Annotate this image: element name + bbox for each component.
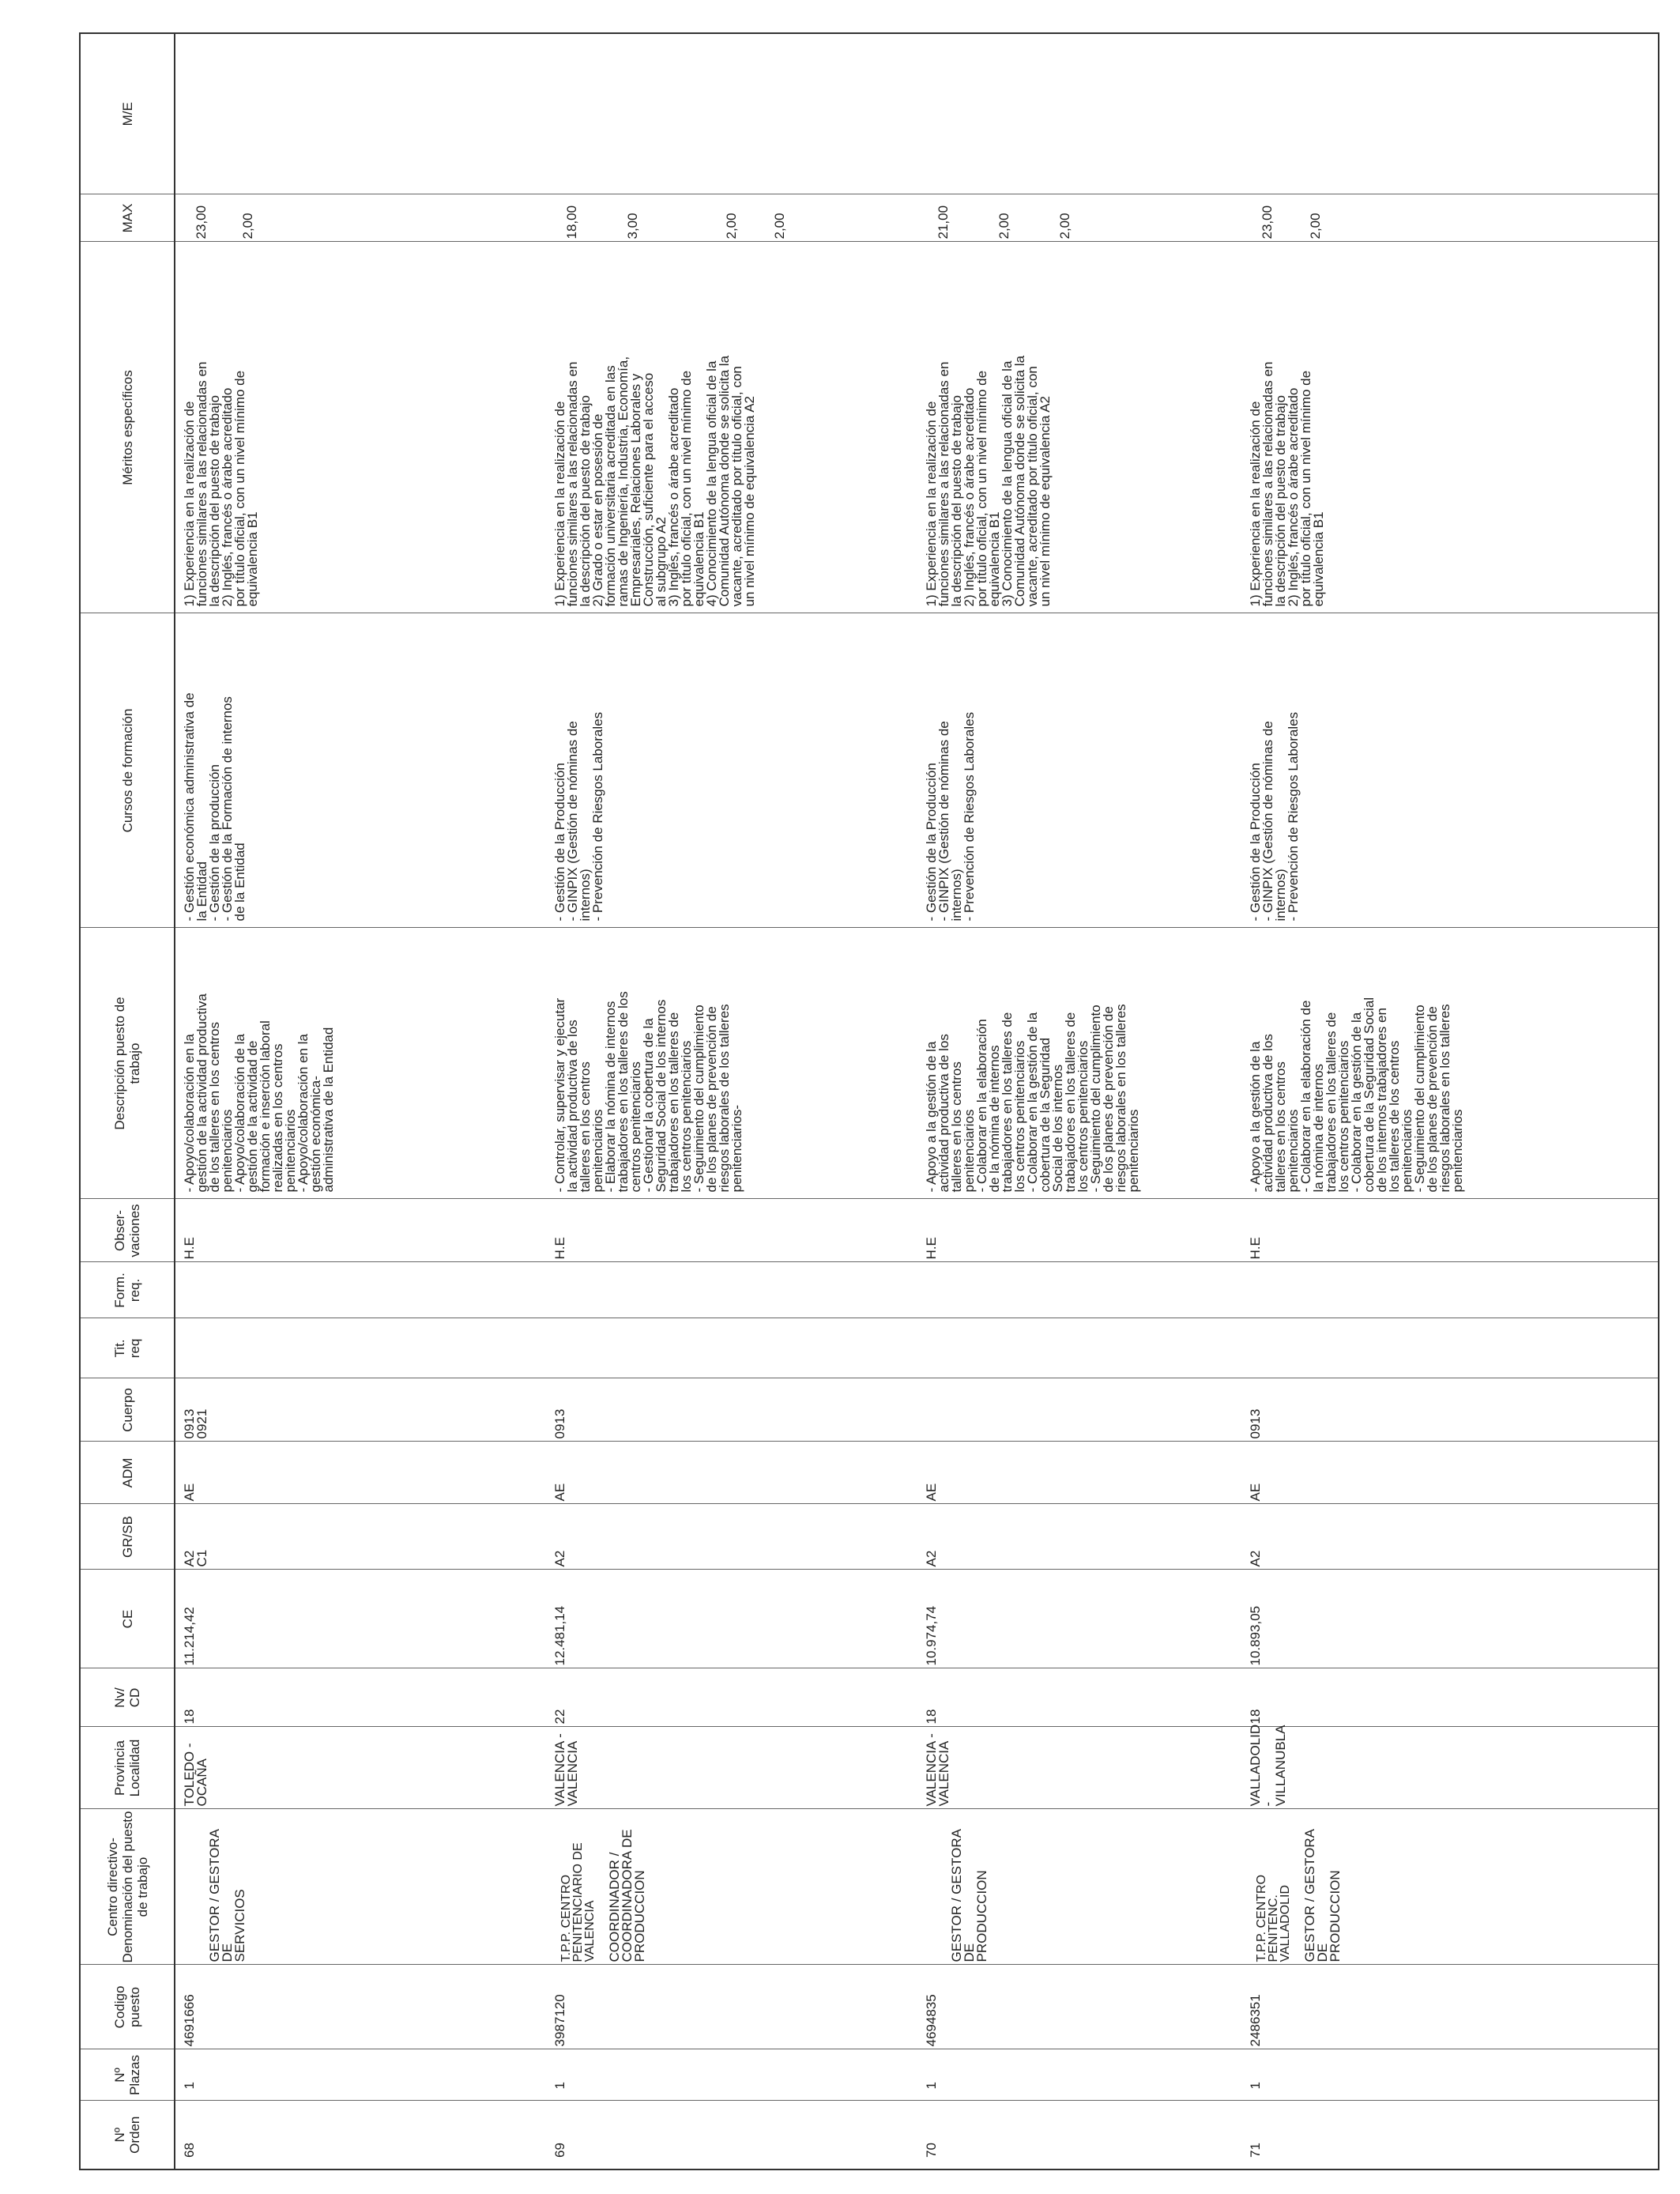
max-value: 23,00 <box>194 205 209 239</box>
header-ce: CE <box>80 1570 175 1668</box>
centro-denominacion: GESTOR / GESTORA DE SERVICIOS <box>207 1829 247 1962</box>
cell-provincia: VALLADOLID - VILLANUBLA <box>1248 1724 1288 1807</box>
header-adm: ADM <box>80 1442 175 1504</box>
centro-denominacion: GESTOR / GESTORA DE PRODUCCION <box>1302 1829 1343 1962</box>
cell-adm: AE <box>182 1483 197 1502</box>
cell-cursos: - Gestión de la Producción - GINPIX (Gestión de nóminas de internos) - Prevención de Riesgos Laborales <box>924 711 977 922</box>
max-value: 2,00 <box>996 213 1011 239</box>
cell-me <box>546 34 554 194</box>
cell-meritos: 1) Experiencia en la realización de funciones similares a las relacionadas en la descripción del puesto de trabajo 2) Inglés, francés o árabe acreditado por título oficial, con un nivel mínimo de equivalencia B1 <box>1248 361 1326 607</box>
cell-adm: AE <box>1248 1483 1263 1502</box>
header-cuerpo: Cuerpo <box>80 1378 175 1442</box>
cell-observaciones: H.E <box>552 1237 567 1260</box>
header-meritos: Méritos específicos <box>80 242 175 613</box>
centro-denominacion: GESTOR / GESTORA DE PRODUCCION <box>949 1829 989 1962</box>
cell-ce: 10.974,74 <box>924 1605 939 1666</box>
cell-grupo: A2 C1 <box>182 1549 209 1567</box>
cell-descripcion: - Controlar, supervisar y ejecutar la actividad productiva de los talleres en los centros penitenciarios - Elaborar la nómina de internos trabajadores en los talleres de los centros penitenciarios - Gestionar la cobertura de la Seguridad Social de los internos trabajadores en los talleres de los centros penitenciarios - Seguimiento del cumplimiento de los planes de prevención de riesgos laborales de los talleres penitenciarios- <box>552 991 744 1193</box>
cell-grupo: A2 <box>552 1550 567 1567</box>
max-value: 2,00 <box>1308 213 1323 239</box>
header-cursos: Cursos de formación <box>80 613 175 928</box>
max-value: 21,00 <box>936 205 951 239</box>
cell-orden: 71 <box>1248 2143 1263 2158</box>
cell-grupo: A2 <box>924 1550 939 1567</box>
max-value: 2,00 <box>772 213 787 239</box>
cell-ce: 11.214,42 <box>182 1607 197 1666</box>
cell-meritos: 1) Experiencia en la realización de funciones similares a las relacionadas en la descripción del puesto de trabajo 2) Inglés, francés o árabe acreditado por título oficial, con un nivel mínimo de equivalencia B1 3) Conocimiento de la lengua oficial de la Comunidad Autónoma donde se solicita la vacante, acreditado por título oficial, con un nivel mínimo de equivalencia A2 <box>924 355 1053 607</box>
cell-descripcion: - Apoyo a la gestión de la actividad productiva de los talleres en los centros penitenciarios - Colaborar en la elaboración de la nómina de internos trabajadores en los talleres de los centros penitenciarios - Colaborar en la gestión de la cobertura de la Seguridad Social de los internos trabajadores en los talleres de los centros penitenciarios - Seguimiento del cumplimiento de los planes de prevención de riesgos laborales en los talleres penitenciarios <box>1248 997 1465 1193</box>
cell-nivel: 18 <box>1248 1709 1263 1725</box>
cell-centro <box>917 1810 1001 1965</box>
table-row <box>546 33 917 2169</box>
max-value: 2,00 <box>724 213 739 239</box>
cell-observaciones: H.E <box>182 1237 197 1260</box>
cell-ce: 10.893,05 <box>1248 1605 1263 1666</box>
table-row <box>175 33 546 2169</box>
max-value: 2,00 <box>1057 213 1072 239</box>
header-provincia: Provincia Localidad <box>80 1727 175 1809</box>
max-value: 18,00 <box>564 205 579 239</box>
cell-descripcion: - Apoyo a la gestión de la actividad productiva de los talleres en los centros penitenciarios - Colaborar en la elaboración de la nómina de internos trabajadores en los talleres de los centros penitenciarios - Colaborar en la gestión de la cobertura de la Seguridad Social de los internos trabajadores en los talleres de los centros penitenciarios - Seguimiento del cumplimiento de los planes de prevención de riesgos laborales en los talleres penitenciarios <box>924 1004 1141 1193</box>
header-grupo: GR/SB <box>80 1504 175 1570</box>
cell-descripcion: - Apoyo/colaboración en la gestión de la actividad productiva de los talleres en los centros penitenciarios - Apoyo/colaboración de la gestión de la actividad de formación e inserción laboral realizadas en los centros penitenciarios - Apoyo/colaboración en la gestión económica- administrativa de la Entidad <box>182 993 336 1193</box>
header-descripcion: Descripción puesto de trabajo <box>80 928 175 1199</box>
max-value: 3,00 <box>625 213 640 239</box>
cell-meritos: 1) Experiencia en la realización de funciones similares a las relacionadas en la descripción del puesto de trabajo 2) Inglés, francés o árabe acreditado por título oficial, con un nivel mínimo de equivalencia B1 <box>182 361 260 607</box>
max-value: 2,00 <box>240 213 255 239</box>
cell-centro <box>1241 1810 1354 1965</box>
cell-adm: AE <box>924 1483 939 1502</box>
header-formacion: Form. req. <box>80 1262 175 1318</box>
cell-meritos: 1) Experiencia en la realización de funciones similares a las relacionadas en la descripción del puesto de trabajo 2) Grado o estar en posesión de formación universitaria acreditada en las ramas de Ingeniería, Industria, Economía, Empresariales, Relaciones Laborales y Construcción, suficiente para el acceso al subgrupo A2 3) Inglés, francés o árabe acreditado por título oficial, con un nivel mínimo de equivalencia B1 4) Conocimiento de la lengua oficial de la Comunidad Autónoma donde se solicita la vacante, acreditado por título oficial, con un nivel mínimo de equivalencia A2 <box>552 355 757 607</box>
cell-formacion <box>175 1263 183 1318</box>
table-row <box>1241 33 1659 2169</box>
cell-orden: 69 <box>552 2143 567 2158</box>
cell-cuerpo: 0913 <box>1248 1408 1263 1439</box>
cell-grupo: A2 <box>1248 1550 1263 1567</box>
cell-provincia: TOLEDO - OCAÑA <box>182 1743 209 1807</box>
cell-plazas: 1 <box>924 2082 939 2090</box>
header-row <box>80 33 175 2169</box>
cell-me <box>1241 34 1249 194</box>
cell-formacion <box>1241 1263 1249 1318</box>
cell-codigo: 3987120 <box>552 1994 567 2047</box>
header-nivel: Nv/ CD <box>80 1668 175 1727</box>
centro-header-text: T.P.P. CENTRO PENITENCIARIO DE VALENCIA <box>559 1842 597 1962</box>
cell-provincia: VALENCIA - VALENCIA <box>924 1733 951 1807</box>
cell-max <box>175 195 266 242</box>
cell-titulacion <box>917 1319 925 1378</box>
cell-observaciones: H.E <box>1248 1237 1263 1260</box>
cell-cursos: - Gestión de la Producción - GINPIX (Gestión de nóminas de internos) - Prevención de Riesgos Laborales <box>552 711 605 922</box>
cell-orden: 70 <box>924 2143 939 2158</box>
cell-formacion <box>546 1263 554 1318</box>
job-positions-table <box>79 32 1659 2170</box>
cell-titulacion <box>546 1319 554 1378</box>
cell-me <box>175 34 183 194</box>
table-row <box>917 33 1241 2169</box>
header-orden: Nº Orden <box>80 2101 175 2169</box>
cell-ce: 12.481,14 <box>552 1605 567 1666</box>
cell-max <box>1241 195 1333 242</box>
header-observaciones: Obser- vaciones <box>80 1199 175 1262</box>
cell-plazas: 1 <box>182 2082 197 2090</box>
header-max: MAX <box>80 194 175 242</box>
cell-provincia: VALENCIA - VALENCIA <box>552 1733 580 1807</box>
cell-nivel: 18 <box>924 1709 939 1725</box>
cell-cuerpo: 0913 0921 <box>182 1408 209 1439</box>
cell-nivel: 22 <box>552 1709 567 1725</box>
cell-codigo: 4691666 <box>182 1994 197 2047</box>
cell-titulacion <box>1241 1319 1249 1378</box>
cell-cursos: - Gestión económica administrativa de la Entidad - Gestión de la producción - Gestión de la Formación de internos de la Entidad <box>182 692 247 922</box>
centro-denominacion: COORDINADOR / COORDINADORA DE PRODUCCION <box>607 1829 647 1962</box>
cell-observaciones: H.E <box>924 1237 939 1260</box>
cell-plazas: 1 <box>552 2082 567 2090</box>
header-me: M/E <box>80 33 175 194</box>
header-codigo: Codigo puesto <box>80 1965 175 2049</box>
cell-centro <box>175 1810 259 1965</box>
cell-cuerpo <box>917 1379 925 1442</box>
cell-orden: 68 <box>182 2143 197 2158</box>
cell-cursos: - Gestión de la Producción - GINPIX (Gestión de nóminas de internos) - Prevención de Riesgos Laborales <box>1248 711 1301 922</box>
header-titulacion: Tit. req <box>80 1318 175 1378</box>
cell-codigo: 4694835 <box>924 1994 939 2047</box>
cell-titulacion <box>175 1319 183 1378</box>
header-plazas: Nº Plazas <box>80 2049 175 2101</box>
cell-me <box>917 34 925 194</box>
cell-centro <box>546 1810 659 1965</box>
cell-nivel: 18 <box>182 1709 197 1725</box>
cell-plazas: 1 <box>1248 2082 1263 2090</box>
cell-max <box>917 195 1083 242</box>
cell-adm: AE <box>552 1483 567 1502</box>
cell-cuerpo: 0913 <box>552 1408 567 1439</box>
cell-codigo: 2486351 <box>1248 1994 1263 2047</box>
centro-header-text: T.P.P. CENTRO PENITENC. VALLADOLID <box>1255 1874 1292 1962</box>
cell-formacion <box>917 1263 925 1318</box>
cell-max <box>546 195 797 242</box>
max-value: 23,00 <box>1260 205 1275 239</box>
header-centro: Centro directivo- Denominación del puesto de trabajo <box>80 1809 175 1965</box>
